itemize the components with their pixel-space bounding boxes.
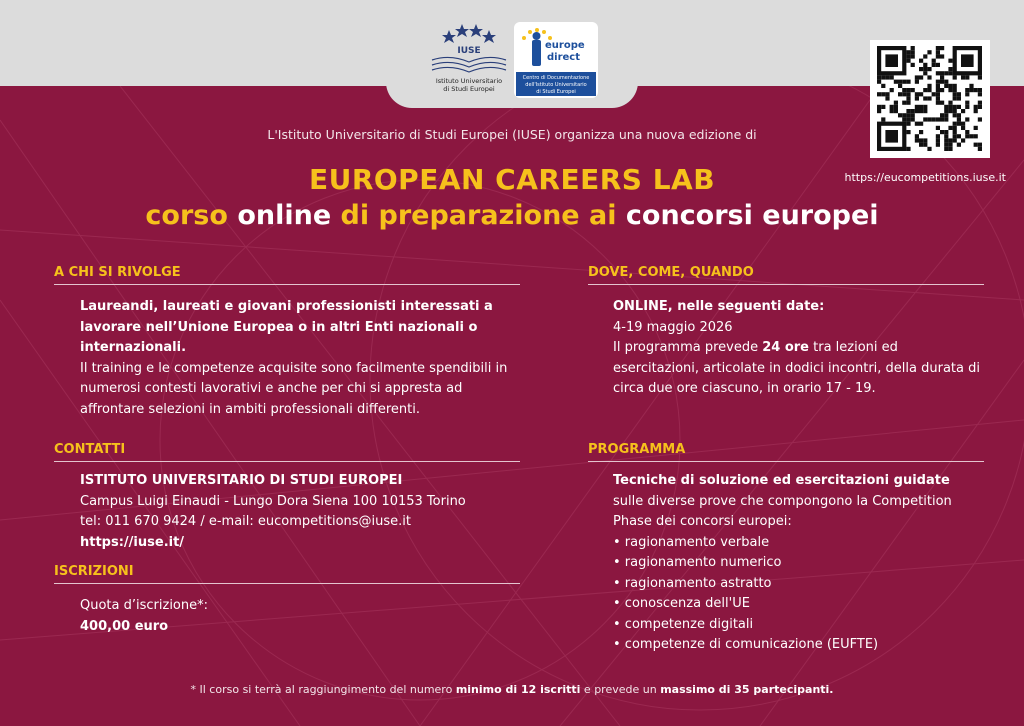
where-body: [613, 297, 983, 400]
subtitle-part-online: online: [237, 200, 332, 231]
footnote-min: minimo di 12 iscritti: [455, 683, 581, 696]
svg-text:dell'Istituto Universitario: dell'Istituto Universitario: [525, 82, 587, 88]
course-subtitle: [0, 200, 1024, 231]
where-bold-line: ONLINE, nelle seguenti date:: [613, 299, 825, 314]
svg-text:europe: europe: [545, 40, 585, 51]
iuse-logo: [424, 18, 514, 98]
registration-body: [80, 596, 510, 637]
svg-text:di Studi Europei: di Studi Europei: [443, 85, 495, 93]
program-intro: [613, 471, 983, 533]
program-item: • competenze di comunicazione (EUFTE): [613, 637, 879, 652]
svg-text:Centro di Documentazione: Centro di Documentazione: [522, 75, 590, 81]
where-text: [613, 338, 983, 400]
svg-text:di Studi Europei: di Studi Europei: [536, 89, 576, 95]
europe-direct-logo: [514, 22, 598, 98]
audience-bold-text: Laureandi, laureati e giovani professionisti interessati a lavorare nell’Unione Europea o in altri Enti nazionali o internazionali.: [80, 299, 493, 355]
footnote-max: massimo di 35 partecipanti.: [660, 683, 834, 696]
where-text-b: tra lezioni ed esercitazioni, articolate in dodici incontri, della durata di circa due ore ciascuno, in orario 17 - 19.: [613, 340, 980, 396]
program-intro-bold: Tecniche di soluzione ed esercitazioni guidate: [613, 473, 950, 488]
footnote: [0, 683, 1024, 696]
where-text-hours: 24 ore: [762, 340, 809, 355]
svg-text:direct: direct: [547, 52, 581, 63]
audience-body: [80, 297, 510, 420]
svg-text:IUSE: IUSE: [457, 46, 481, 56]
subtitle-part-1: corso: [145, 200, 238, 231]
subtitle-part-2: di preparazione ai: [331, 200, 626, 231]
contacts-phone-email[interactable]: tel: 011 670 9424 / e-mail: eucompetitions@iuse.it: [80, 514, 411, 529]
program-intro-text: sulle diverse prove che compongono la Competition Phase dei concorsi europei:: [613, 493, 952, 529]
program-item: • ragionamento numerico: [613, 555, 782, 570]
program-item: • ragionamento verbale: [613, 534, 770, 550]
contacts-body: [80, 471, 520, 553]
footnote-a: * Il corso si terrà al raggiungimento del numero: [190, 683, 456, 696]
audience-heading: A CHI SI RIVOLGE: [54, 265, 520, 285]
program-item: • competenze digitali: [613, 616, 754, 632]
where-text-a: Il programma prevede: [613, 340, 763, 355]
registration-fee-label: Quota d’iscrizione*:: [80, 598, 209, 613]
program-item: • ragionamento astratto: [613, 575, 772, 591]
footnote-c: e prevede un: [580, 683, 661, 696]
program-body: [613, 471, 983, 656]
subtitle-part-concorsi: concorsi europei: [625, 200, 879, 231]
intro-text: L'Istituto Universitario di Studi Europei (IUSE) organizza una nuova edizione di: [267, 127, 757, 142]
program-item: • conoscenza dell'UE: [613, 596, 750, 611]
where-heading: DOVE, COME, QUANDO: [588, 265, 984, 285]
registration-fee-value: 400,00 euro: [80, 618, 169, 634]
program-heading: PROGRAMMA: [588, 442, 984, 462]
contacts-name: ISTITUTO UNIVERSITARIO DI STUDI EUROPEI: [80, 473, 403, 488]
contacts-address: Campus Luigi Einaudi - Lungo Dora Siena 100 10153 Torino: [80, 493, 466, 509]
course-title: EUROPEAN CAREERS LAB: [308, 163, 716, 196]
contacts-heading: CONTATTI: [54, 442, 520, 462]
svg-text:Istituto Universitario: Istituto Universitario: [435, 77, 503, 85]
qr-url-link[interactable]: https://eucompetitions.iuse.it: [844, 171, 1006, 184]
audience-text: Il training e le competenze acquisite sono facilmente spendibili in numerosi contesti lavorativi e anche per chi si appresta ad affrontare selezioni in ambiti professionali differenti.: [80, 360, 508, 417]
registration-heading: ISCRIZIONI: [54, 564, 520, 584]
contacts-website-link[interactable]: https://iuse.it/: [80, 534, 185, 550]
where-dates: 4-19 maggio 2026: [613, 319, 733, 335]
